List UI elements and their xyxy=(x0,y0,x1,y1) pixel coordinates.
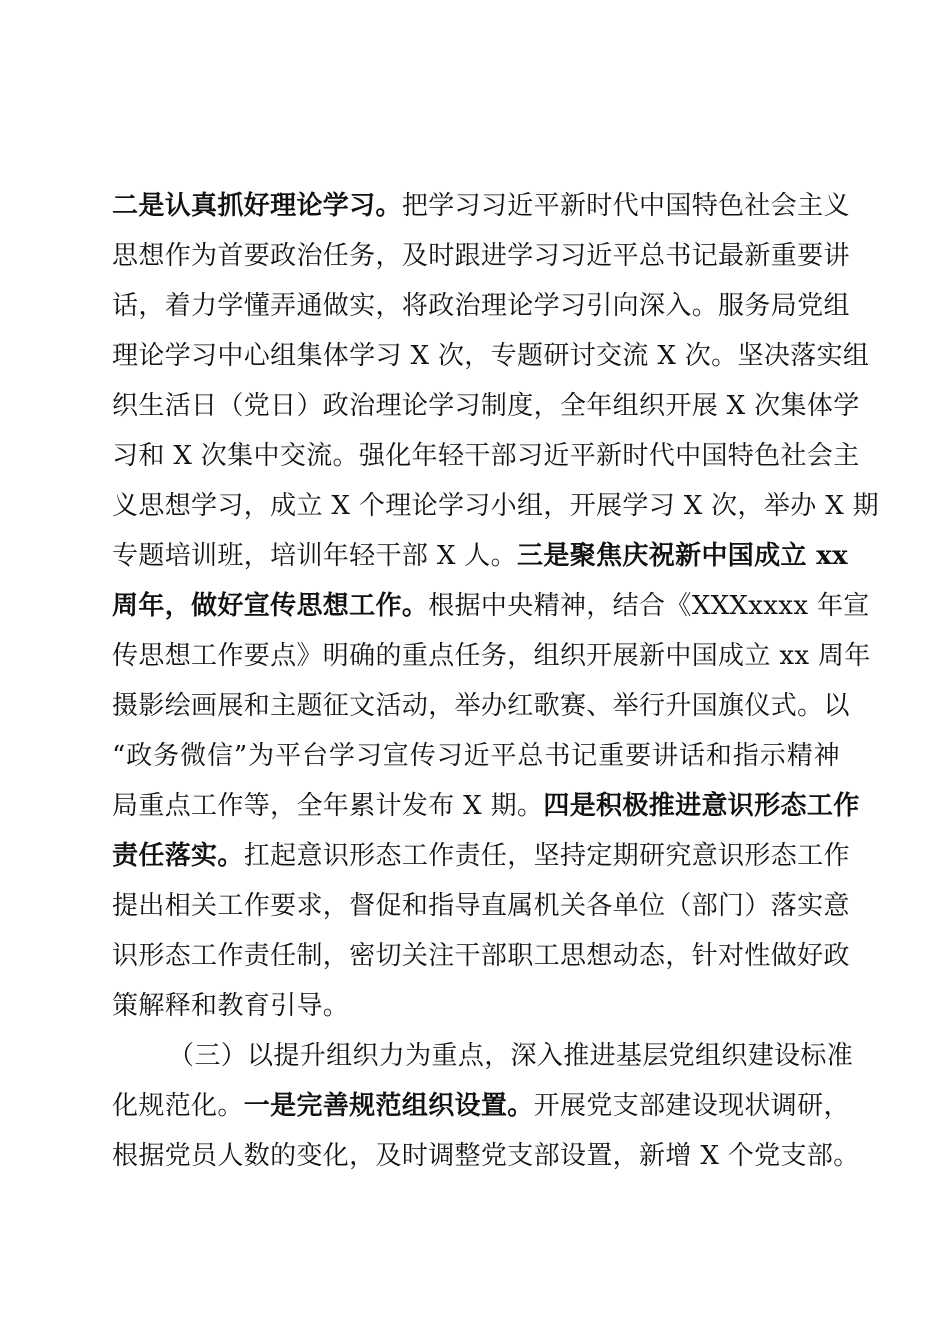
text-run: （三）以提升组织力为重点，深入推进基层党组织建设标准 xyxy=(168,1041,854,1071)
text-line xyxy=(112,1139,860,1173)
text-line xyxy=(112,189,850,223)
text-run: 思想作为首要政治任务，及时跟进学习习近平总书记最新重要讲 xyxy=(112,241,850,271)
text-line xyxy=(112,339,870,373)
text-run: 局重点工作等，全年累计发布 X 期。 xyxy=(112,791,544,821)
text-run: 理论学习中心组集体学习 X 次，专题研讨交流 X 次。坚决落实组 xyxy=(112,341,870,371)
text-run: 传思想工作要点》明确的重点任务，组织开展新中国成立 xx 周年 xyxy=(112,641,871,671)
text-line xyxy=(112,689,850,723)
text-line xyxy=(112,739,840,773)
text-run: 专题培训班，培训年轻干部 X 人。 xyxy=(112,541,517,571)
text-run: 策解释和教育引导。 xyxy=(112,991,350,1021)
text-line xyxy=(112,1089,850,1123)
bold-heading: 三是聚焦庆祝新中国成立 xx xyxy=(517,541,848,571)
bold-heading: 周年，做好宣传思想工作。 xyxy=(112,591,429,621)
bold-heading: 一是完善规范组织设置。 xyxy=(243,1091,534,1121)
bold-heading: 二是认真抓好理论学习。 xyxy=(112,191,402,221)
text-run: 化规范化。 xyxy=(112,1091,244,1121)
text-line xyxy=(112,539,848,573)
text-run: 习和 X 次集中交流。强化年轻干部习近平新时代中国特色社会主 xyxy=(112,441,860,471)
text-line xyxy=(112,489,880,523)
text-line xyxy=(112,889,850,923)
text-run: 提出相关工作要求，督促和指导直属机关各单位（部门）落实意 xyxy=(112,891,850,921)
bold-heading: 四是积极推进意识形态工作 xyxy=(543,791,860,821)
text-line xyxy=(112,639,871,673)
section-heading-line xyxy=(168,1039,854,1073)
text-run: 摄影绘画展和主题征文活动，举办红歌赛、举行升国旗仪式。以 xyxy=(112,691,850,721)
text-line xyxy=(112,989,349,1023)
text-line xyxy=(112,389,860,423)
text-run: 开展党支部建设现状调研， xyxy=(533,1091,850,1121)
text-line xyxy=(112,839,850,873)
text-run: 扛起意识形态工作责任，坚持定期研究意识形态工作 xyxy=(243,841,850,871)
text-line xyxy=(112,439,860,473)
text-run: 根据党员人数的变化，及时调整党支部设置，新增 X 个党支部。 xyxy=(112,1141,860,1171)
text-line xyxy=(112,789,860,823)
text-run: 话，着力学懂弄通做实，将政治理论学习引向深入。服务局党组 xyxy=(112,291,850,321)
text-line xyxy=(112,239,850,273)
text-line xyxy=(112,589,870,623)
text-line xyxy=(112,289,850,323)
bold-heading: 责任落实。 xyxy=(112,841,244,871)
text-line xyxy=(112,939,850,973)
text-run: 义思想学习，成立 X 个理论学习小组，开展学习 X 次，举办 X 期 xyxy=(112,491,880,521)
text-run: 把学习习近平新时代中国特色社会主义 xyxy=(401,191,850,221)
text-run: 识形态工作责任制，密切关注干部职工思想动态，针对性做好政 xyxy=(112,941,850,971)
text-run: “政务微信”为平台学习宣传习近平总书记重要讲话和指示精神 xyxy=(112,741,840,771)
text-run: 根据中央精神，结合《XXXxxxx 年宣 xyxy=(428,591,870,621)
text-run: 织生活日（党日）政治理论学习制度，全年组织开展 X 次集体学 xyxy=(112,391,860,421)
